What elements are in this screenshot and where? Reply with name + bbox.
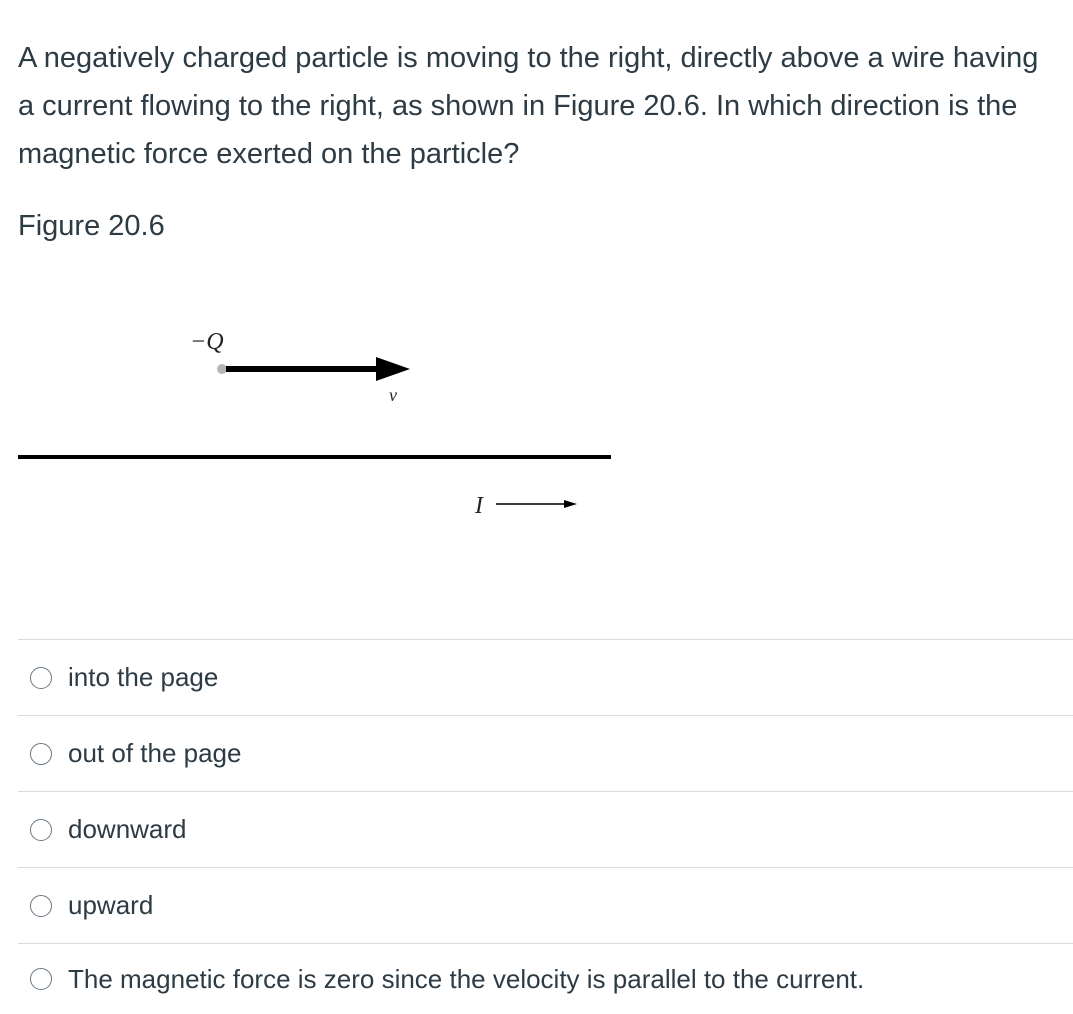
radio-button[interactable] — [30, 968, 52, 990]
answer-label: The magnetic force is zero since the velocity is parallel to the current. — [68, 963, 865, 994]
answer-label: upward — [68, 890, 154, 920]
answer-option-into-page[interactable] — [18, 639, 1073, 715]
velocity-label: v — [389, 385, 397, 405]
charged-particle — [217, 364, 227, 374]
answer-option-out-of-page[interactable] — [18, 715, 1073, 791]
current-label: I — [475, 493, 483, 519]
answer-option-downward[interactable] — [18, 791, 1073, 867]
answer-label: into the page — [68, 662, 219, 692]
answer-label: downward — [68, 814, 187, 844]
answer-label: out of the page — [68, 738, 242, 768]
charge-label: −Q — [190, 329, 224, 355]
answer-list — [18, 639, 1073, 1014]
radio-button[interactable] — [30, 667, 52, 689]
question-text: A negatively charged particle is moving to the right, directly above a wire having a current flowing to the right, as shown in Figure 20.6. In which direction is the magnetic force exerted on the particle? — [18, 42, 1039, 170]
answer-option-upward[interactable] — [18, 867, 1073, 943]
figure-caption: Figure 20.6 — [18, 210, 165, 242]
answer-option-zero-force[interactable] — [18, 943, 1073, 1014]
velocity-arrowhead — [376, 357, 410, 381]
radio-button[interactable] — [30, 895, 52, 917]
radio-button[interactable] — [30, 819, 52, 841]
current-arrowhead — [564, 500, 577, 508]
figure-20-6 — [0, 300, 640, 540]
radio-button[interactable] — [30, 743, 52, 765]
